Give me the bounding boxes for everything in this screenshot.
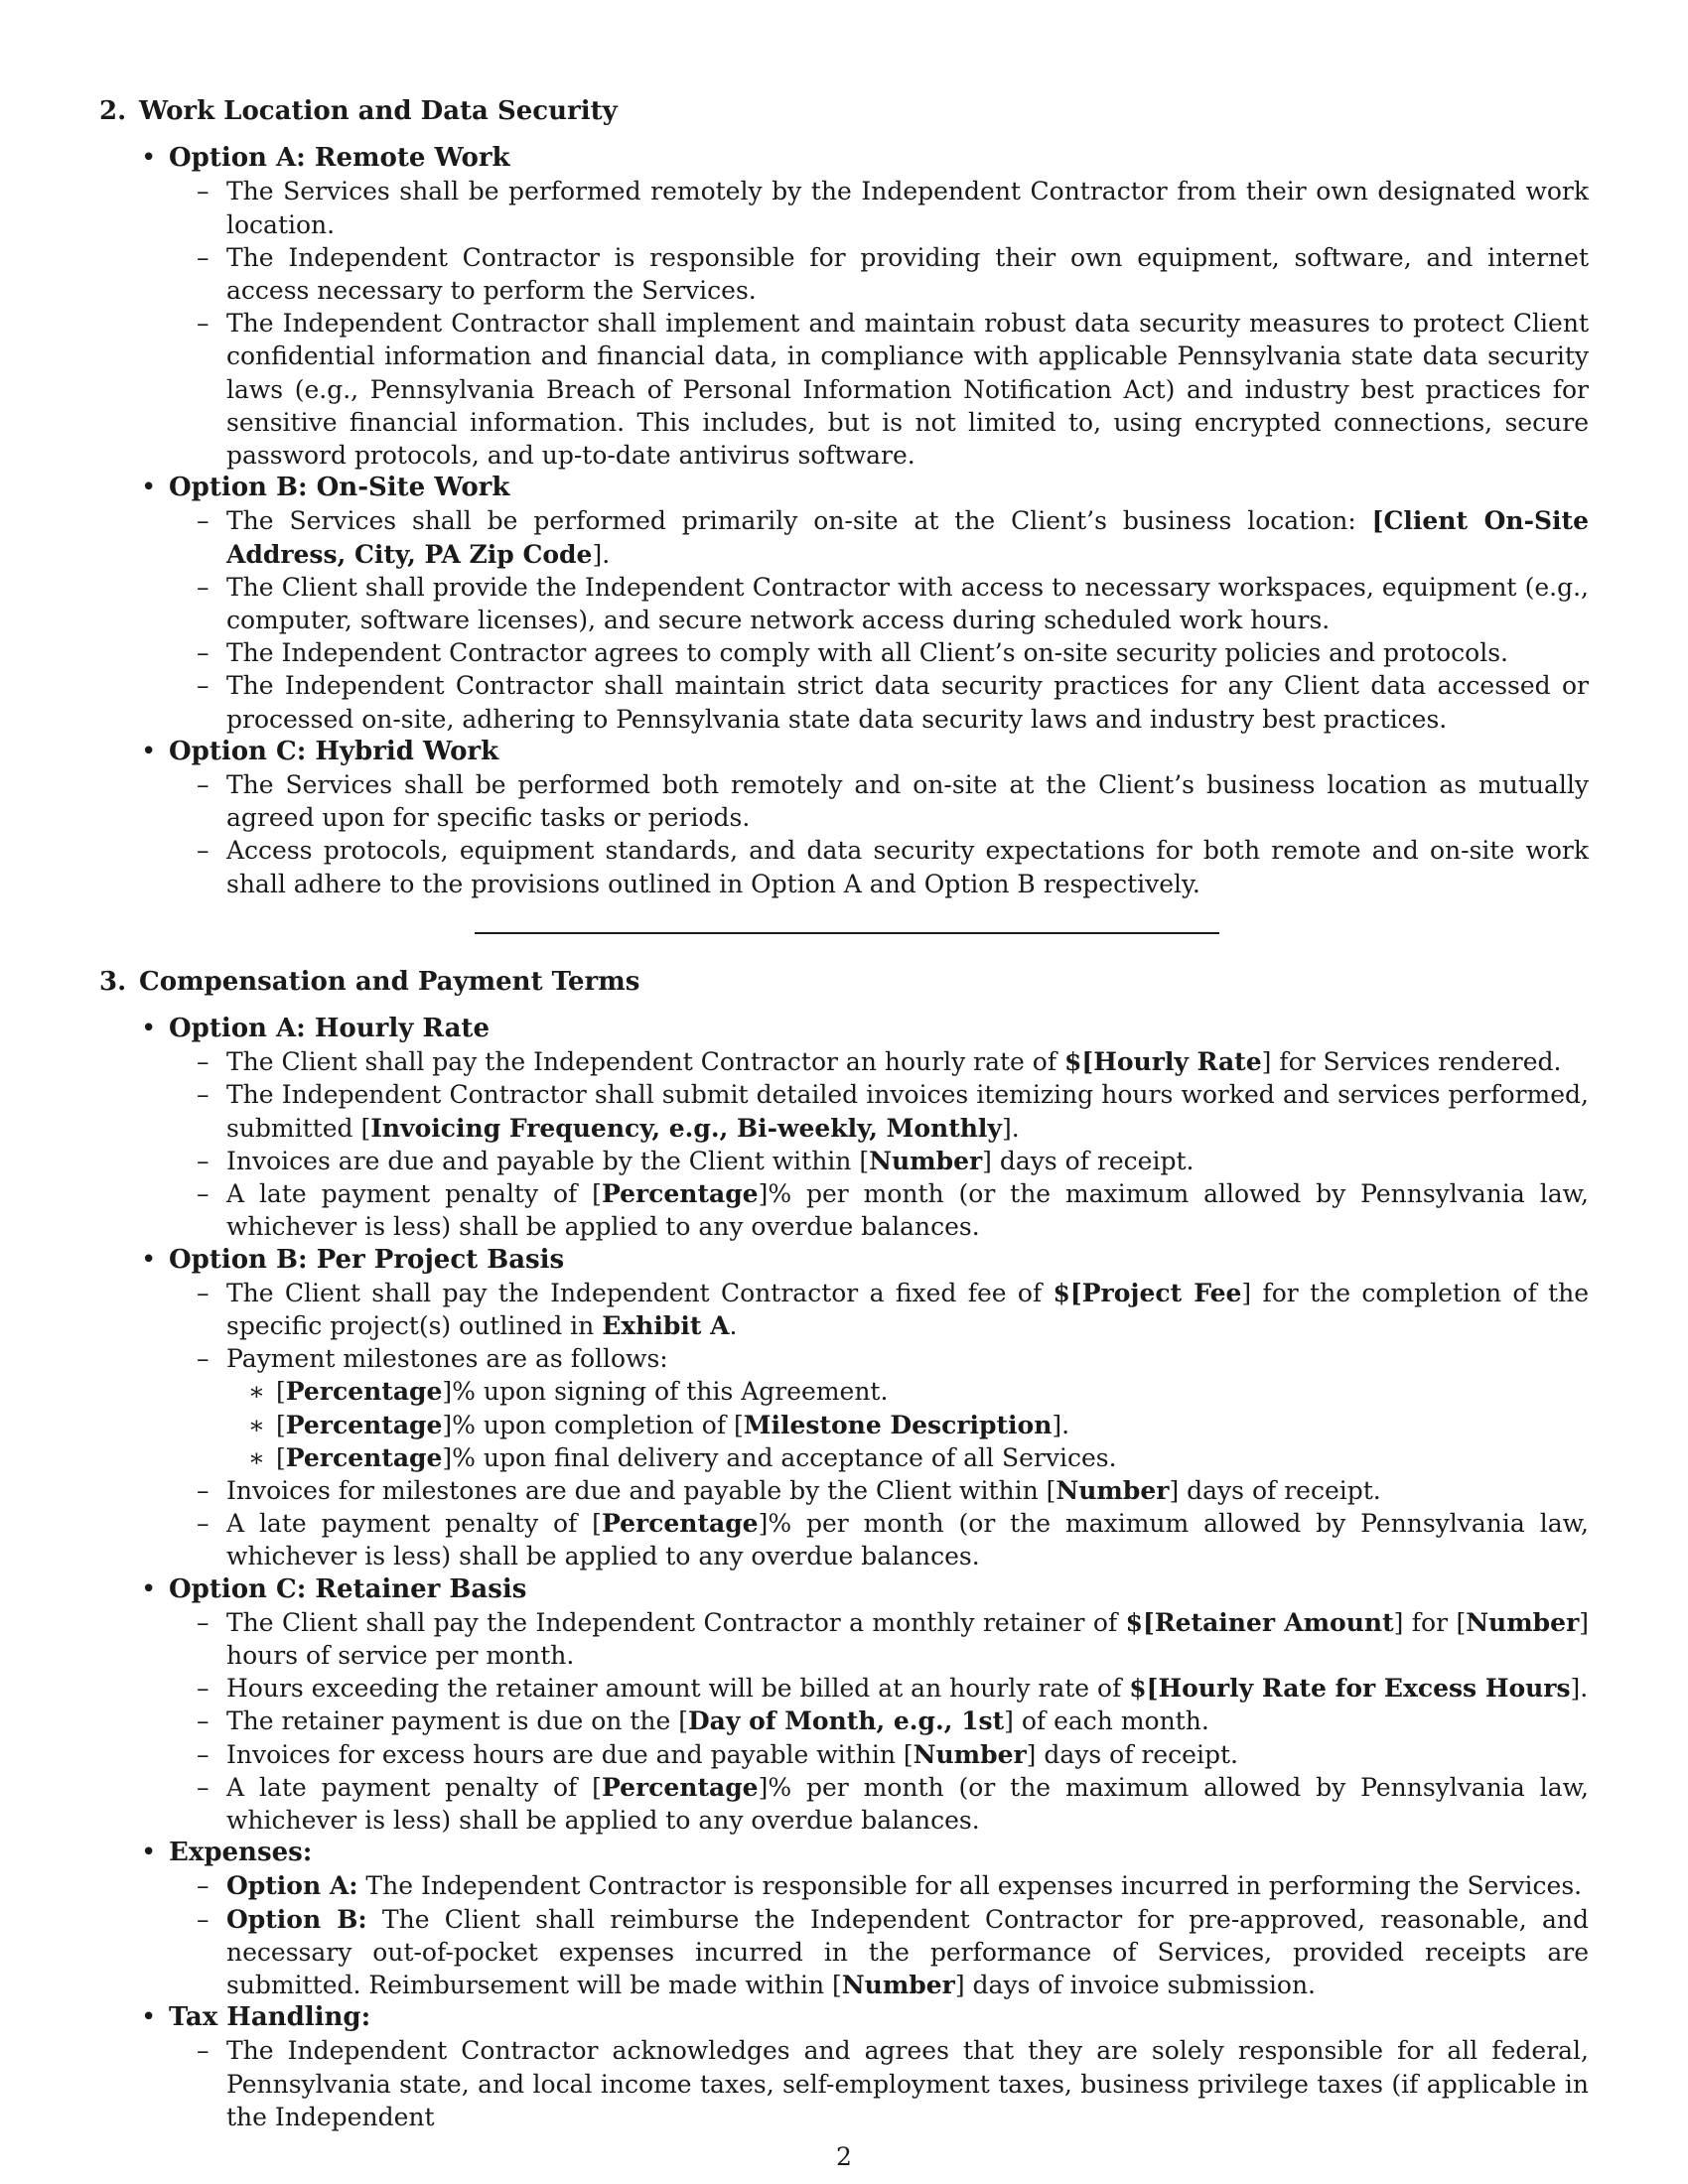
placeholder-field: Number	[841, 1970, 955, 1999]
milestone-item	[276, 1375, 1589, 1408]
option-items	[169, 1045, 1589, 1243]
option-title: • Option C: Hybrid Work	[169, 736, 1589, 768]
list-item	[226, 1277, 1589, 1342]
list-item	[226, 1903, 1589, 2002]
text: ]% per month (or the maximum allowed by Pennsylvania law, whichever is less) shall be applied to any overdue balances.	[226, 1772, 1589, 1835]
section-3-expenses	[99, 1837, 1589, 2001]
option-items	[169, 1277, 1589, 1573]
list-item	[226, 1705, 1589, 1737]
option-title: • Option C: Retainer Basis	[169, 1573, 1589, 1606]
text: Invoices for milestones are due and payable by the Client within [	[226, 1475, 1056, 1505]
section-3-title: Compensation and Payment Terms	[139, 966, 640, 997]
text: ] of each month.	[1004, 1706, 1209, 1736]
milestone-item	[276, 1409, 1589, 1441]
text: ] hours of service per month.	[226, 1607, 1590, 1670]
list-item	[226, 1177, 1589, 1243]
text: The Independent Contractor shall submit detailed invoices itemizing hours worked and services performed, submitted [	[226, 1080, 1589, 1143]
list-item	[226, 1507, 1589, 1572]
milestone-item	[276, 1441, 1589, 1474]
option-items	[169, 2034, 1589, 2133]
text: Payment milestones are as follows:	[226, 1344, 668, 1374]
option-title: • Expenses:	[169, 1837, 1589, 1869]
option-title: • Option B: Per Project Basis	[169, 1244, 1589, 1277]
text: ]% upon final delivery and acceptance of all Services.	[442, 1442, 1117, 1472]
list-item	[226, 1474, 1589, 1507]
section-2-option-c	[99, 736, 1589, 900]
text: The Client shall reimburse the Independent Contractor for pre-approved, reasonable, and necessary out-of-pocket expenses incurred in the performance of Services, provided receipts are submitted. Reimbursement will be made within [	[226, 1904, 1589, 1999]
placeholder-field: Percentage	[285, 1377, 443, 1407]
milestone-list	[226, 1375, 1589, 1474]
section-3-option-a	[99, 1013, 1589, 1243]
placeholder-field: Percentage	[285, 1442, 443, 1472]
section-2-option-b	[99, 472, 1589, 736]
option-items	[169, 768, 1589, 900]
text: ]% upon completion of [	[442, 1410, 744, 1439]
placeholder-field: Number	[1055, 1475, 1170, 1505]
option-items	[169, 504, 1589, 735]
list-item: – The Independent Contractor shall implement and maintain robust data security measures to protect Client confidential information and financial data, in compliance with applicable Pennsylvania state data security laws (e.g., Pennsylvania Breach of Personal Information Notification Act) and industry best practices for sensitive financial information. This includes, but is not limited to, using encrypted connections, secure password protocols, and up-to-date antivirus software.	[226, 307, 1589, 472]
section-divider	[475, 932, 1219, 934]
list-item	[226, 1771, 1589, 1837]
text: [	[276, 1442, 286, 1472]
placeholder-field: $[Project Fee	[1053, 1278, 1242, 1307]
text: ] for [	[1393, 1607, 1467, 1637]
section-3-tax-handling	[99, 2001, 1589, 2133]
list-item: – The Independent Contractor agrees to comply with all Client’s on-site security policies and protocols.	[226, 636, 1589, 669]
list-item	[226, 1606, 1589, 1672]
section-2-heading	[99, 95, 1589, 128]
section-3-number: 3.	[99, 966, 127, 997]
list-item	[226, 1045, 1589, 1078]
placeholder-field: $[Retainer Amount	[1125, 1607, 1394, 1637]
text: The Client shall pay the Independent Contractor an hourly rate of	[226, 1047, 1065, 1077]
section-2-option-a	[99, 142, 1589, 472]
list-item	[226, 1869, 1589, 1902]
placeholder-field: Invoicing Frequency, e.g., Bi-weekly, Monthly	[370, 1113, 1002, 1143]
text: The retainer payment is due on the [	[226, 1706, 688, 1736]
list-item: – The Independent Contractor is responsible for providing their own equipment, software, and internet access necessary to perform the Services.	[226, 241, 1589, 307]
text: [	[276, 1377, 286, 1407]
placeholder-field: $[Hourly Rate	[1064, 1047, 1262, 1077]
list-item	[226, 1145, 1589, 1177]
text: ]% per month (or the maximum allowed by Pennsylvania law, whichever is less) shall be applied to any overdue balances.	[226, 1509, 1589, 1571]
list-item	[226, 1078, 1589, 1144]
exhibit-reference: Exhibit A	[602, 1310, 730, 1340]
placeholder-field: Day of Month, e.g., 1st	[688, 1706, 1005, 1736]
placeholder-field: Percentage	[601, 1772, 759, 1802]
option-items	[169, 175, 1589, 472]
text: ] days of receipt.	[1169, 1475, 1381, 1505]
text: Invoices are due and payable by the Client within [	[226, 1146, 870, 1175]
text: The Client shall pay the Independent Contractor a monthly retainer of	[226, 1607, 1126, 1637]
placeholder-field: Number	[1466, 1607, 1580, 1637]
list-item: – The Client shall provide the Independent Contractor with access to necessary workspaces, equipment (e.g., computer, software licenses), and secure network access during scheduled work hours.	[226, 571, 1589, 636]
section-3-heading	[99, 966, 1589, 999]
option-items	[169, 1606, 1589, 1837]
placeholder-field: $[Hourly Rate for Excess Hours	[1129, 1674, 1571, 1704]
list-item	[226, 1672, 1589, 1705]
text: ].	[1570, 1674, 1589, 1704]
text: ] for Services rendered.	[1261, 1047, 1562, 1077]
text: A late payment penalty of [	[226, 1509, 602, 1539]
option-title: • Tax Handling:	[169, 2001, 1589, 2034]
text: Invoices for excess hours are due and payable within [	[226, 1739, 914, 1769]
option-title: • Option A: Remote Work	[169, 142, 1589, 175]
placeholder-field: [Client On-Site Address, City, PA Zip Code	[226, 506, 1589, 569]
placeholder-field: Percentage	[601, 1509, 759, 1539]
text: ]% per month (or the maximum allowed by Pennsylvania law, whichever is less) shall be applied to any overdue balances.	[226, 1179, 1589, 1242]
section-3-option-c	[99, 1573, 1589, 1838]
text: ] days of receipt.	[982, 1146, 1195, 1175]
section-3-option-b	[99, 1244, 1589, 1573]
list-item: – Access protocols, equipment standards, and data security expectations for both remote and on-site work shall adhere to the provisions outlined in Option A and Option B respectively.	[226, 834, 1589, 899]
option-title: • Option B: On-Site Work	[169, 472, 1589, 504]
option-label: Option A:	[226, 1871, 358, 1901]
document-page	[99, 95, 1589, 2133]
section-3-options	[99, 1013, 1589, 2133]
text: ].	[1052, 1410, 1070, 1439]
text: ].	[592, 539, 611, 569]
text: ] days of invoice submission.	[954, 1970, 1317, 1999]
text: The Client shall pay the Independent Contractor a fixed fee of	[226, 1278, 1054, 1307]
list-item	[226, 1738, 1589, 1771]
page-number: 2	[836, 2142, 852, 2171]
placeholder-field: Percentage	[285, 1410, 443, 1439]
placeholder-field: Number	[913, 1739, 1027, 1769]
text: ] days of receipt.	[1026, 1739, 1238, 1769]
list-item	[226, 1342, 1589, 1474]
section-2-title: Work Location and Data Security	[139, 96, 618, 126]
list-item	[226, 504, 1589, 570]
text: ].	[1001, 1113, 1020, 1143]
text: .	[729, 1310, 738, 1340]
text: [	[276, 1410, 286, 1439]
list-item: – The Independent Contractor acknowledges and agrees that they are solely responsible for all federal, Pennsylvania state, and local income taxes, self-employment taxes, business privilege taxes (if applicable in the Independent	[226, 2034, 1589, 2133]
section-2-options	[99, 142, 1589, 900]
text: ]% upon signing of this Agreement.	[442, 1377, 889, 1407]
placeholder-field: Number	[869, 1146, 983, 1175]
option-label: Option B:	[226, 1904, 367, 1934]
placeholder-field: Percentage	[601, 1179, 759, 1209]
list-item: – The Services shall be performed both remotely and on-site at the Client’s business location as mutually agreed upon for specific tasks or periods.	[226, 768, 1589, 834]
list-item: – The Services shall be performed remotely by the Independent Contractor from their own designated work location.	[226, 175, 1589, 240]
text: ] for the completion of the specific project(s) outlined in	[226, 1278, 1589, 1340]
text: A late payment penalty of [	[226, 1772, 602, 1802]
text: A late payment penalty of [	[226, 1179, 602, 1209]
text: Hours exceeding the retainer amount will be billed at an hourly rate of	[226, 1674, 1130, 1704]
text: The Services shall be performed primarily on-site at the Client’s business location:	[226, 506, 1372, 536]
text: The Independent Contractor is responsible for all expenses incurred in performing the Services.	[357, 1871, 1583, 1901]
placeholder-field: Milestone Description	[743, 1410, 1053, 1439]
section-2-number: 2.	[99, 96, 127, 126]
option-items	[169, 1869, 1589, 2001]
list-item: – The Independent Contractor shall maintain strict data security practices for any Client data accessed or processed on-site, adhering to Pennsylvania state data security laws and industry best practices.	[226, 669, 1589, 735]
option-title: • Option A: Hourly Rate	[169, 1013, 1589, 1045]
